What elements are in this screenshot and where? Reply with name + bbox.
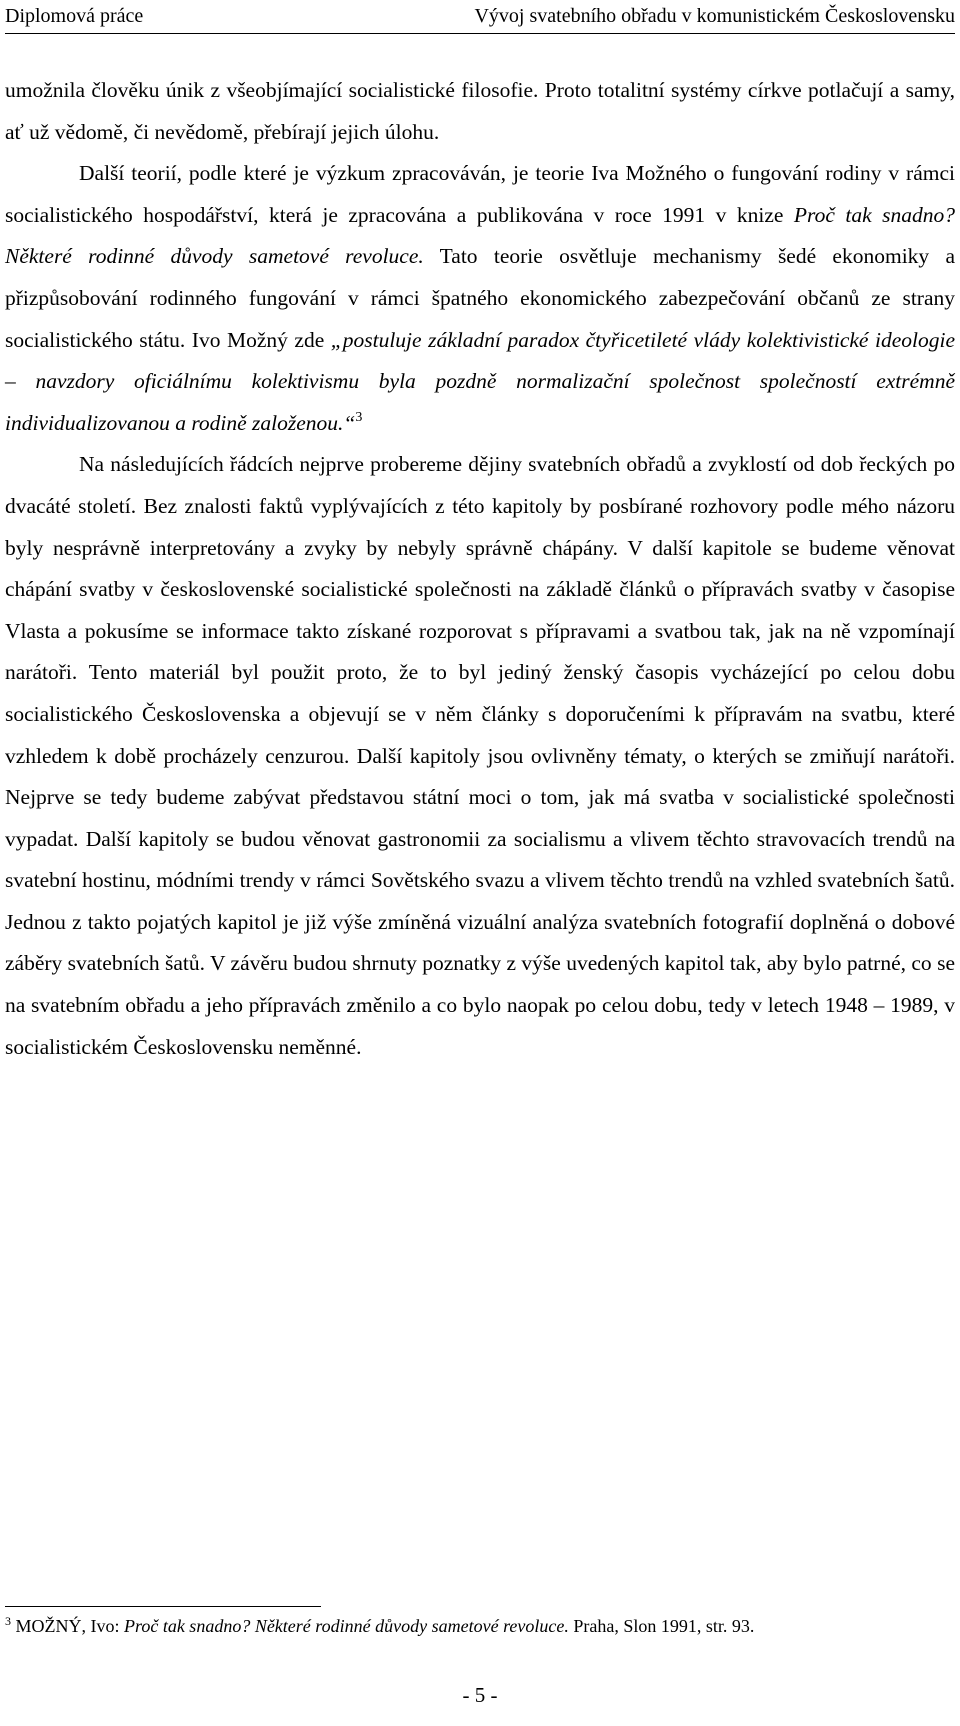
paragraph-mozny-theory — [5, 153, 955, 444]
page-number: - 5 - — [462, 1683, 498, 1707]
main-text — [5, 70, 955, 1068]
paragraph-text: Tato teorie osvětluje mechanismy šedé ekonomiky a přizpůsobování rodinného fungování v rámci špatného ekonomického zabezpečování občanů ze strany socialistického státu. Ivo Možný zde — [5, 244, 955, 352]
running-header — [5, 0, 955, 34]
footnote-book-title: Proč tak snadno? Některé rodinné důvody sametové revoluce. — [124, 1616, 569, 1636]
footnote-author: MOŽNÝ, Ivo: — [11, 1616, 124, 1636]
paragraph-text: Další teorií, podle které je výzkum zpracováván, je teorie Iva Možného o fungování rodiny v rámci socialistického hospodářství, která je zpracována a publikována v roce 1991 v knize — [5, 161, 955, 227]
paragraph-continued: umožnila člověku únik z všeobjímající socialistické filosofie. Proto totalitní systémy církve potlačují a samy, ať už vědomě, či nevědomě, přebírají jejich úlohu. — [5, 78, 955, 144]
footnote-number: 3 — [5, 1614, 11, 1628]
footnote — [5, 1612, 955, 1640]
footnote-reference[interactable]: 3 — [355, 409, 363, 425]
quotation: „postuluje základní paradox čtyřicetileté vlády kolektivistické ideologie – navzdory oficiálnímu kolektivismu byla pozdně normalizační společnost společností extrémně individualizovanou a rodině založenou.“ — [5, 327, 955, 435]
header-right-title: Vývoj svatebního obřadu v komunistickém Československu — [474, 5, 955, 27]
footnote-publication: Praha, Slon 1991, str. 93. — [568, 1616, 755, 1636]
book-title: Proč tak snadno? Některé rodinné důvody sametové revoluce. — [5, 202, 955, 269]
paragraph-chapter-overview: Na následujících řádcích nejprve probereme dějiny svatebních obřadů a zvyklostí od dob řeckých po dvacáté století. Bez znalosti faktů vyplývajících z této kapitoly by posbírané rozhovory podle mého názoru byly nesprávně interpretovány a zvyky by nebyly správně chápány. V další kapitole se budeme věnovat chápání svatby v československé socialistické společnosti na základě článků o přípravách svatby v časopise Vlasta a pokusíme se informace takto získané rozporovat s přípravami a svatbou tak, jak na ně vzpomínají narátoři. Tento materiál byl použit proto, že to byl jediný ženský časopis vycházející po celou dobu socialistického Československa a objevují se v něm články s doporučeními k přípravám na svatbu, které vzhledem k době procházely cenzurou. Další kapitoly jsou ovlivněny tématy, o kterých se zmiňují narátoři. Nejprve se tedy budeme zabývat představou státní moci o tom, jak má svatba v socialistické společnosti vypadat. Další kapitoly se budou věnovat gastronomii za socialismu a vlivem těchto stravovacích trendů na svatební hostinu, módními trendy v rámci Sovětského svazu a vlivem těchto trendů na vzhled svatebních šatů. Jednou z takto pojatých kapitol je již výše zmíněná vizuální analýza svatebních fotografií doplněná o dobové záběry svatebních šatů. V závěru budou shrnuty poznatky z výše uvedených kapitol tak, aby bylo patrné, co se na svatebním obřadu a jeho přípravách změnilo a co bylo naopak po celou dobu, tedy v letech 1948 – 1989, v socialistickém Československu neměnné. — [5, 452, 955, 1059]
header-left-title: Diplomová práce — [5, 5, 144, 27]
footnote-separator — [5, 1606, 321, 1607]
